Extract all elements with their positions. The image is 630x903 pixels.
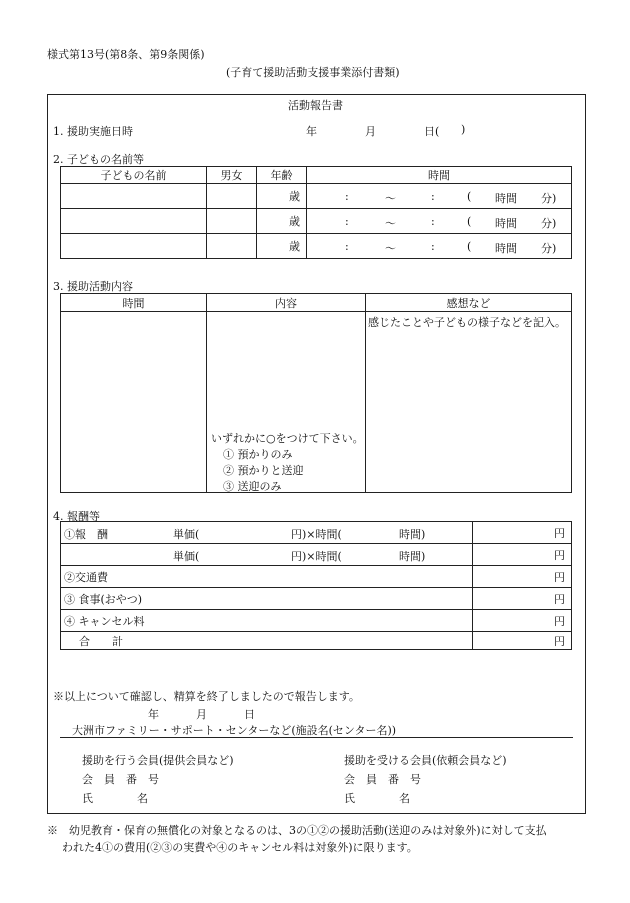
hours-close: 時間)	[399, 550, 426, 563]
header-gender: 男女	[207, 167, 257, 184]
start-colon: :	[345, 190, 349, 203]
option-item[interactable]: ① 預かりのみ	[223, 448, 293, 461]
fee-row	[61, 566, 572, 588]
yen-unit: 円	[554, 548, 565, 562]
confirm-month: 月	[196, 708, 207, 721]
child-time-cell	[307, 209, 572, 234]
duration-minutes: 分)	[541, 192, 557, 205]
footnote-line2: われた4①の費用(②③の実費や④のキャンセル料は対象外)に限ります。	[62, 841, 418, 854]
fee-row-label: ①報 酬	[64, 528, 108, 541]
header-time: 時間	[307, 167, 572, 184]
confirm-day: 日	[244, 708, 255, 721]
form-id: 様式第13号(第8条、第9条関係)	[47, 48, 205, 61]
date-year-label: 年	[306, 125, 317, 138]
provider-name-label[interactable]: 氏 名	[82, 792, 148, 805]
activity-table	[60, 293, 572, 493]
date-day-close: )	[461, 123, 466, 136]
start-colon: :	[345, 240, 349, 253]
child-gender-cell[interactable]	[207, 184, 257, 209]
header-activity-time: 時間	[61, 294, 207, 312]
option-item[interactable]: ② 預かりと送迎	[223, 464, 304, 477]
provider-title: 援助を行う会員(提供会員など)	[82, 754, 234, 767]
confirm-text: ※以上について確認し、精算を終了しましたので報告します。	[53, 690, 360, 703]
duration-minutes: 分)	[541, 242, 557, 255]
fee-row	[61, 544, 572, 566]
footnote-line1: ※ 幼児教育・保育の無償化の対象となるのは、3の①②の援助活動(送迎のみは対象外)に対して支払	[47, 824, 547, 837]
yen-times-hours: 円)×時間(	[291, 528, 342, 541]
receiver-name-label[interactable]: 氏 名	[344, 792, 410, 805]
child-name-cell[interactable]	[61, 184, 207, 209]
range-tilde: 〜	[385, 192, 396, 205]
unit-price-label: 単価(	[173, 550, 200, 563]
header-child-name: 子どもの名前	[61, 167, 207, 184]
confirm-year: 年	[148, 708, 159, 721]
fee-label-cell	[61, 544, 473, 566]
fee-amount-cell[interactable]	[473, 566, 572, 588]
section1-label: 1. 援助実施日時	[53, 125, 133, 138]
duration-hours: 時間	[495, 192, 517, 205]
fee-amount-cell[interactable]	[473, 522, 572, 544]
date-month-label: 月	[365, 125, 376, 138]
unit-price-label: 単価(	[173, 528, 200, 541]
form-subtitle: (子育て援助活動支援事業添付書類)	[226, 66, 400, 79]
end-colon: :	[431, 215, 435, 228]
date-day-label: 日(	[424, 125, 440, 138]
child-row	[61, 209, 572, 234]
duration-hours: 時間	[495, 217, 517, 230]
section2-label: 2. 子どもの名前等	[53, 153, 144, 166]
yen-unit: 円	[554, 634, 565, 648]
yen-times-hours: 円)×時間(	[291, 550, 342, 563]
duration-minutes: 分)	[541, 217, 557, 230]
child-row	[61, 184, 572, 209]
fee-row	[61, 522, 572, 544]
choose-note: いずれかに○をつけて下さい。	[211, 432, 364, 445]
fee-label-cell	[61, 522, 473, 544]
facility-name: 大洲市ファミリー・サポート・センターなど(施設名(センター名))	[72, 724, 397, 737]
report-title: 活動報告書	[288, 99, 343, 112]
fee-amount-cell[interactable]	[473, 544, 572, 566]
activity-time-cell[interactable]	[61, 312, 207, 493]
duration-open: (	[467, 190, 472, 203]
duration-hours: 時間	[495, 242, 517, 255]
child-age-cell	[257, 209, 307, 234]
receiver-number-label[interactable]: 会 員 番 号	[344, 773, 421, 786]
option-item[interactable]: ③ 送迎のみ	[223, 480, 282, 493]
yen-unit: 円	[554, 592, 565, 606]
duration-open: (	[467, 240, 472, 253]
total-label: 合 計	[61, 632, 473, 650]
child-age-cell	[257, 234, 307, 259]
fee-amount-cell[interactable]	[473, 610, 572, 632]
age-unit: 歳	[289, 240, 300, 253]
yen-unit: 円	[554, 614, 565, 628]
end-colon: :	[431, 190, 435, 203]
meal-label: ③ 食事(おやつ)	[61, 588, 473, 610]
fee-row	[61, 610, 572, 632]
age-unit: 歳	[289, 190, 300, 203]
child-name-cell[interactable]	[61, 209, 207, 234]
transport-label: ②交通費	[61, 566, 473, 588]
header-impression: 感想など	[366, 294, 572, 312]
activity-content-cell	[207, 312, 366, 493]
children-table	[60, 166, 572, 259]
cancel-label: ④ キャンセル料	[61, 610, 473, 632]
duration-open: (	[467, 215, 472, 228]
child-time-cell	[307, 184, 572, 209]
header-age: 年齢	[257, 167, 307, 184]
yen-unit: 円	[554, 526, 565, 540]
provider-number-label[interactable]: 会 員 番 号	[82, 773, 159, 786]
yen-unit: 円	[554, 570, 565, 584]
impression-cell[interactable]	[366, 312, 572, 493]
child-row	[61, 234, 572, 259]
facility-underline	[60, 737, 573, 738]
child-age-cell	[257, 184, 307, 209]
fee-row	[61, 588, 572, 610]
fee-table	[60, 521, 572, 650]
fee-amount-cell[interactable]	[473, 588, 572, 610]
section3-label: 3. 援助活動内容	[53, 280, 133, 293]
fee-total-row	[61, 632, 572, 650]
child-gender-cell[interactable]	[207, 234, 257, 259]
receiver-title: 援助を受ける会員(依頼会員など)	[344, 754, 507, 767]
section4-label: 4. 報酬等	[53, 510, 100, 523]
end-colon: :	[431, 240, 435, 253]
hours-close: 時間)	[399, 528, 426, 541]
child-gender-cell[interactable]	[207, 209, 257, 234]
header-activity-content: 内容	[207, 294, 366, 312]
range-tilde: 〜	[385, 242, 396, 255]
start-colon: :	[345, 215, 349, 228]
child-name-cell[interactable]	[61, 234, 207, 259]
range-tilde: 〜	[385, 217, 396, 230]
child-time-cell	[307, 234, 572, 259]
total-amount-cell[interactable]	[473, 632, 572, 650]
impression-hint: 感じたことや子どもの様子などを記入。	[368, 316, 566, 329]
age-unit: 歳	[289, 215, 300, 228]
